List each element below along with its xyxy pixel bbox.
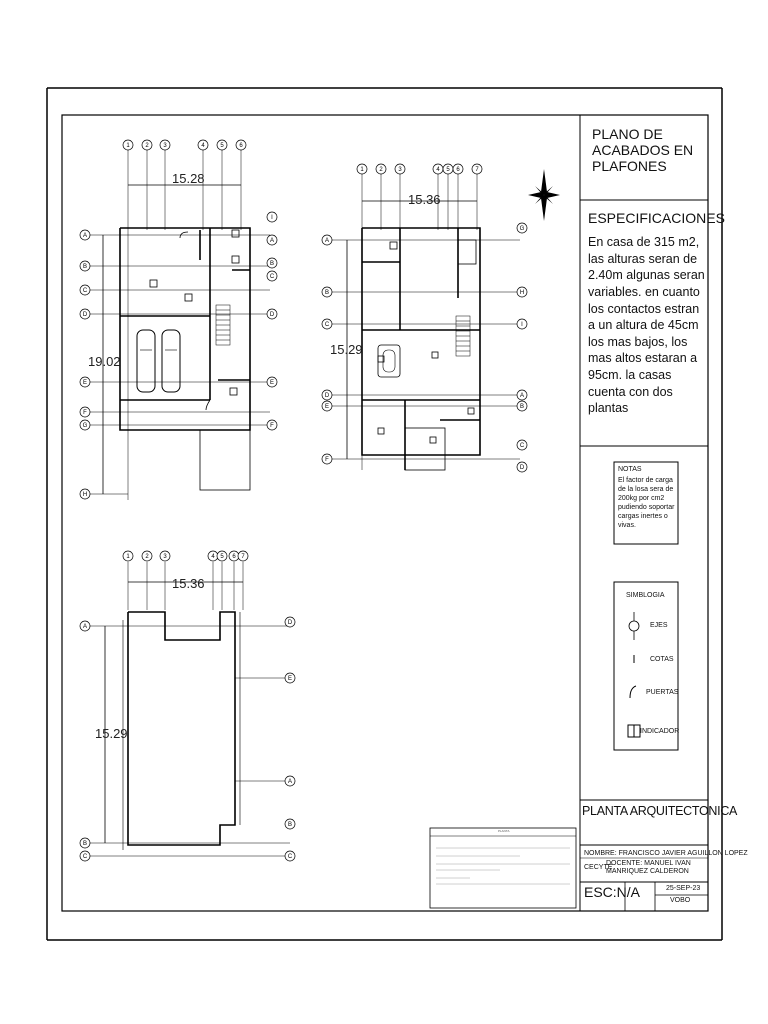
plan2-column-bubbles-label: 6 xyxy=(456,167,460,174)
specifications-title: ESPECIFICACIONES xyxy=(588,210,725,226)
plan3-dim-height: 15.29 xyxy=(95,726,128,741)
plan3-column-bubbles-label: 1 xyxy=(126,554,130,561)
plan2-dim-width: 15.36 xyxy=(408,192,441,207)
plan1-column-bubbles-label: 6 xyxy=(239,143,243,150)
simbologia-title: SIMBLOGIA xyxy=(626,592,665,599)
plan1-row-bubbles-label: A xyxy=(82,233,88,240)
teacher-name: DOCENTE: MANUEL IVAN MANRIQUEZ CALDERON xyxy=(606,860,691,876)
plan2-column-bubbles xyxy=(357,164,482,174)
plan2-row-bubbles-label: G xyxy=(519,226,525,233)
vobo-label: VOBO xyxy=(670,897,691,904)
plan2-column-bubbles-label: 3 xyxy=(398,167,402,174)
date-label: 25-SEP-23 xyxy=(666,885,701,892)
plan1-column-bubbles-label: 3 xyxy=(163,143,167,150)
plan3-column-bubbles-label: 5 xyxy=(220,554,224,561)
plan1-row-bubbles-label: D xyxy=(269,312,275,319)
indicator-symbol-icon xyxy=(628,725,640,737)
plan2-row-bubbles-label: F xyxy=(325,457,329,464)
simbologia-cotas-label: COTAS xyxy=(650,656,674,663)
plan2-row-bubbles-label: A xyxy=(519,393,525,400)
plan1-row-bubbles-label: G xyxy=(82,423,88,430)
plan2-row-bubbles-label: B xyxy=(519,404,525,411)
axis-symbol-icon xyxy=(629,612,639,640)
plan3-column-bubbles-label: 6 xyxy=(232,554,236,561)
plan1-column-bubbles-label: 2 xyxy=(145,143,149,150)
plan1-dim-height: 19.02 xyxy=(88,354,121,369)
plan2-column-bubbles-label: 7 xyxy=(475,167,479,174)
plan2-dim-height: 15.29 xyxy=(330,342,363,357)
specifications-body: En casa de 315 m2, las alturas seran de 2.40m algunas seran variables. en cuanto los contactos estran a un altura de 45cm los mas bajos, los mas altos estaran a 95cm. la casas cuenta con dos plantas xyxy=(588,235,705,416)
plan1-column-axes xyxy=(128,148,241,500)
simbologia-box xyxy=(614,582,678,750)
plan2-row-bubbles-label: C xyxy=(324,322,330,329)
legend-table xyxy=(430,828,576,908)
simbologia-ejes-label: EJES xyxy=(650,622,668,629)
plan2-row-bubbles-label: C xyxy=(519,443,525,450)
plan1-row-bubbles-label: D xyxy=(82,312,88,319)
plan2-row-bubbles-label: H xyxy=(519,290,525,297)
plan1-row-bubbles-label: E xyxy=(82,380,88,387)
school-label: CECYTE xyxy=(584,864,613,871)
simbologia-indicador-label: INDICADOR xyxy=(640,728,680,735)
plan1-column-bubbles-label: 1 xyxy=(126,143,130,150)
legend-table-title: PLANTA xyxy=(498,829,510,833)
plan1-row-bubbles-label: B xyxy=(82,264,88,271)
plan3-column-bubbles-label: 7 xyxy=(241,554,245,561)
simbologia-puertas-label: PUERTAS xyxy=(646,689,679,696)
plan1-column-bubbles-label: 4 xyxy=(201,143,205,150)
plan3-column-bubbles-label: 3 xyxy=(163,554,167,561)
plan3-column-bubbles xyxy=(123,551,248,561)
plan1-row-bubbles-label: B xyxy=(269,261,275,268)
plan3-row-bubbles-label: B xyxy=(287,822,293,829)
plan3-row-bubbles-label: A xyxy=(287,779,293,786)
plan3-row-bubbles-label: C xyxy=(82,854,88,861)
plan1-row-bubbles-label: E xyxy=(269,380,275,387)
door-symbol-icon xyxy=(630,686,636,698)
plan2-row-bubbles-label: I xyxy=(521,322,523,329)
plan1-row-bubbles-label: F xyxy=(270,423,274,430)
plan1-column-bubbles-label: 5 xyxy=(220,143,224,150)
planta-title: PLANTA ARQUITECTONICA xyxy=(582,804,738,818)
plan1-row-bubbles-label: C xyxy=(269,274,275,281)
plan3-row-bubbles-label: E xyxy=(287,676,293,683)
plan2-row-bubbles-label: E xyxy=(324,404,330,411)
plan1-row-bubbles-label: F xyxy=(83,410,87,417)
plan2-column-bubbles-label: 2 xyxy=(379,167,383,174)
plan2-row-bubbles-label: D xyxy=(324,393,330,400)
plan1-column-bubbles xyxy=(123,140,246,150)
plan1-row-bubbles-label: I xyxy=(271,215,273,222)
plan2-column-bubbles-label: 4 xyxy=(436,167,440,174)
scale-label: ESC:N/A xyxy=(584,884,641,900)
plan3-column-bubbles-label: 2 xyxy=(145,554,149,561)
north-arrow-icon xyxy=(528,169,560,221)
plan1-row-bubbles-label: H xyxy=(82,492,88,499)
sheet-title: PLANO DE ACABADOS EN PLAFONES xyxy=(592,126,694,175)
notes-body: El factor de carga de la losa sera de 200kg por cm2 pudiendo soportar cargas inertes o vivas. xyxy=(618,477,675,530)
plan1-row-bubbles-label: A xyxy=(269,238,275,245)
plan3-row-bubbles-label: C xyxy=(287,854,293,861)
plan2-column-bubbles-label: 1 xyxy=(360,167,364,174)
plan2-row-bubbles-label: D xyxy=(519,465,525,472)
plan-roof xyxy=(88,562,293,856)
plan3-row-bubbles-label: B xyxy=(82,841,88,848)
plan2-row-bubbles-label: A xyxy=(324,238,330,245)
legend-table-lines xyxy=(436,848,570,884)
student-name: NOMBRE: FRANCISCO JAVIER AGUILLON LOPEZ xyxy=(584,850,748,857)
plan1-row-bubbles-label: C xyxy=(82,288,88,295)
plan3-row-bubbles-label: D xyxy=(287,620,293,627)
notes-title: NOTAS xyxy=(618,466,642,473)
plan2-row-bubbles-label: B xyxy=(324,290,330,297)
plan3-dim-width: 15.36 xyxy=(172,576,205,591)
plan2-column-bubbles-label: 5 xyxy=(446,167,450,174)
plan3-column-bubbles-label: 4 xyxy=(211,554,215,561)
plan-ground-floor xyxy=(88,148,270,500)
plan-upper-floor xyxy=(330,172,520,470)
plan3-row-bubbles-label: A xyxy=(82,624,88,631)
plan1-dim-width: 15.28 xyxy=(172,171,205,186)
